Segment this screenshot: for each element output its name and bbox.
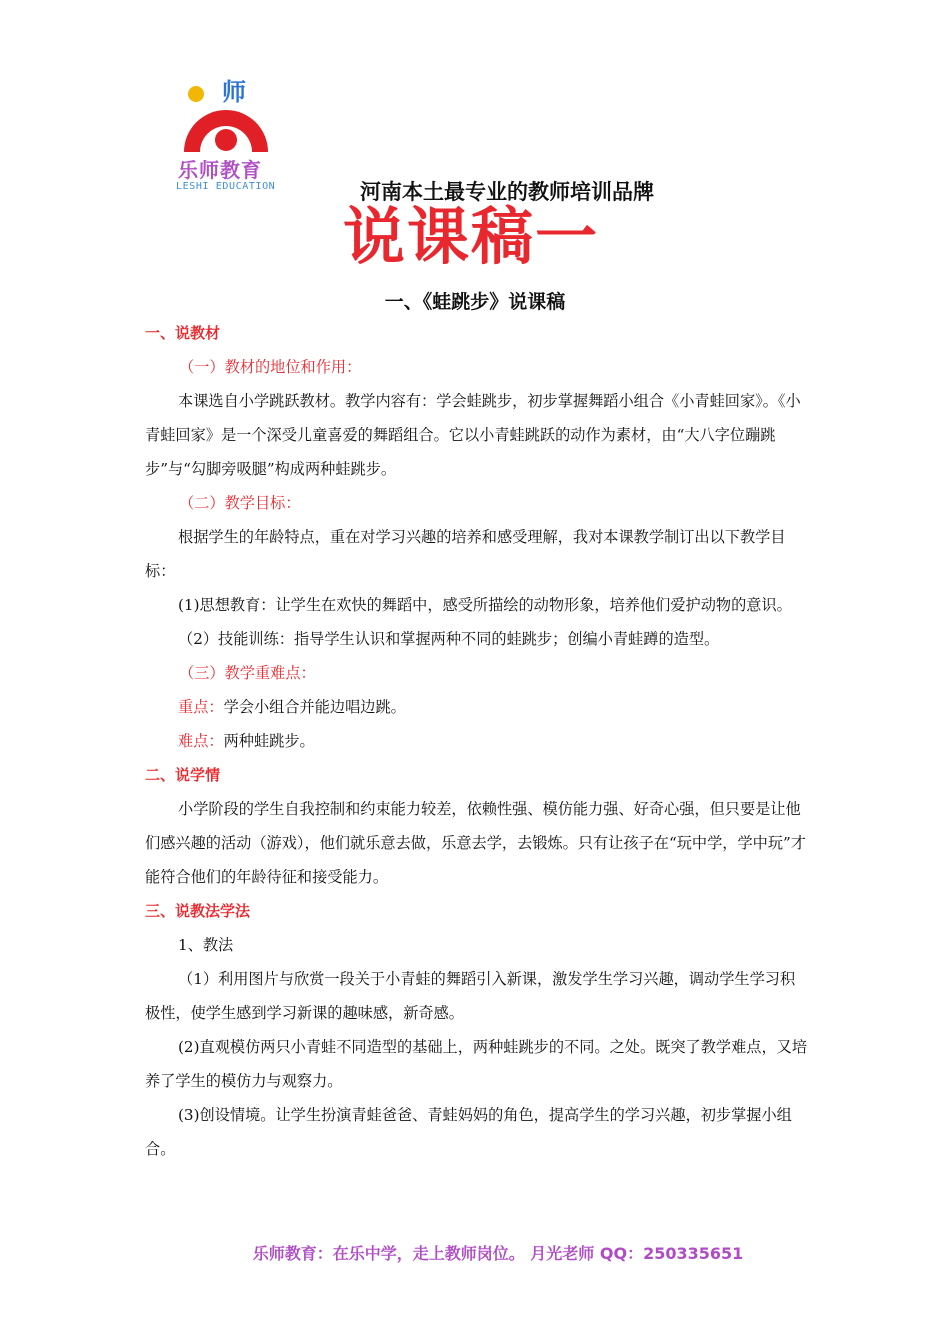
goal-item-1: (1)思想教育：让学生在欢快的舞蹈中，感受所描绘的动物形象，培养他们爱护动物的意识。 <box>178 596 792 614</box>
big-title: 说课稿一 <box>343 200 600 273</box>
brand-slogan: 河南本土最专业的教师培训品牌 <box>360 179 654 204</box>
section-1-1-heading: （一）教材的地位和作用： <box>179 358 362 376</box>
key-label: 重点： <box>178 698 224 716</box>
method-item-1: （1）利用图片与欣赏一段关于小青蛙的舞蹈引入新课，激发学生学习兴趣，调动学生学习积极性，使学生感到学习新课的趣味感，新奇感。 <box>145 970 796 1022</box>
section-3-1-heading: 1、教法 <box>178 936 234 954</box>
method-item-2: (2)直观模仿两只小青蛙不同造型的基础上，两种蛙跳步的不同。之处。既突了教学难点，又培养了学生的模仿力与观察力。 <box>145 1038 808 1090</box>
section-1-3-heading: （三）教学重难点： <box>179 664 316 682</box>
leshi-logo <box>170 70 290 195</box>
section-1-1-text: 本课选自小学跳跃教材。教学内容有：学会蛙跳步，初步掌握舞蹈小组合《小青蛙回家》。《小青蛙回家》是一个深受儿童喜爱的舞蹈组合。它以小青蛙跳跃的动作为素材，由“大八字位蹦跳步”与“勾脚旁吸腿”构成两种蛙跳步。 <box>145 392 801 478</box>
document-body <box>145 316 810 1166</box>
section-1-2-text: 根据学生的年龄特点，重在对学习兴趣的培养和感受理解，我对本课教学制订出以下教学目标： <box>145 528 786 580</box>
page-footer: 乐师教育：在乐中学，走上教师岗位。 月光老师 QQ：250335651 <box>252 1244 744 1263</box>
logo-name-cn: 乐师教育 <box>178 158 262 182</box>
section-3-heading: 三、说教法学法 <box>145 902 251 920</box>
section-2-text: 小学阶段的学生自我控制和约束能力较差，依赖性强、模仿能力强、好奇心强，但只要是让他们感兴趣的活动（游戏），他们就乐意去做，乐意去学，去锻炼。只有让孩子在“玩中学，学中玩”才能符合他们的年龄待征和接受能力。 <box>145 800 806 886</box>
key-text: 学会小组合并能边唱边跳。 <box>223 698 406 716</box>
key-point <box>145 690 810 724</box>
section-2-heading: 二、说学情 <box>145 766 221 784</box>
page-subtitle: 一、《蛙跳步》说课稿 <box>384 291 566 313</box>
diff-text: 两种蛙跳步。 <box>223 732 315 750</box>
method-item-3: (3)创设情境。让学生扮演青蛙爸爸、青蛙妈妈的角色，提高学生的学习兴趣，初步掌握小组合。 <box>145 1106 792 1158</box>
logo-top-char: 师 <box>222 78 245 106</box>
difficult-point <box>145 724 810 758</box>
section-1-heading: 一、说教材 <box>145 324 221 342</box>
section-1-2-heading: （二）教学目标： <box>179 494 301 512</box>
diff-label: 难点： <box>178 732 224 750</box>
logo-name-en: LESHI EDUCATION <box>176 181 276 192</box>
goal-item-2: （2）技能训练：指导学生认识和掌握两种不同的蛙跳步；创编小青蛙蹲的造型。 <box>178 630 720 648</box>
